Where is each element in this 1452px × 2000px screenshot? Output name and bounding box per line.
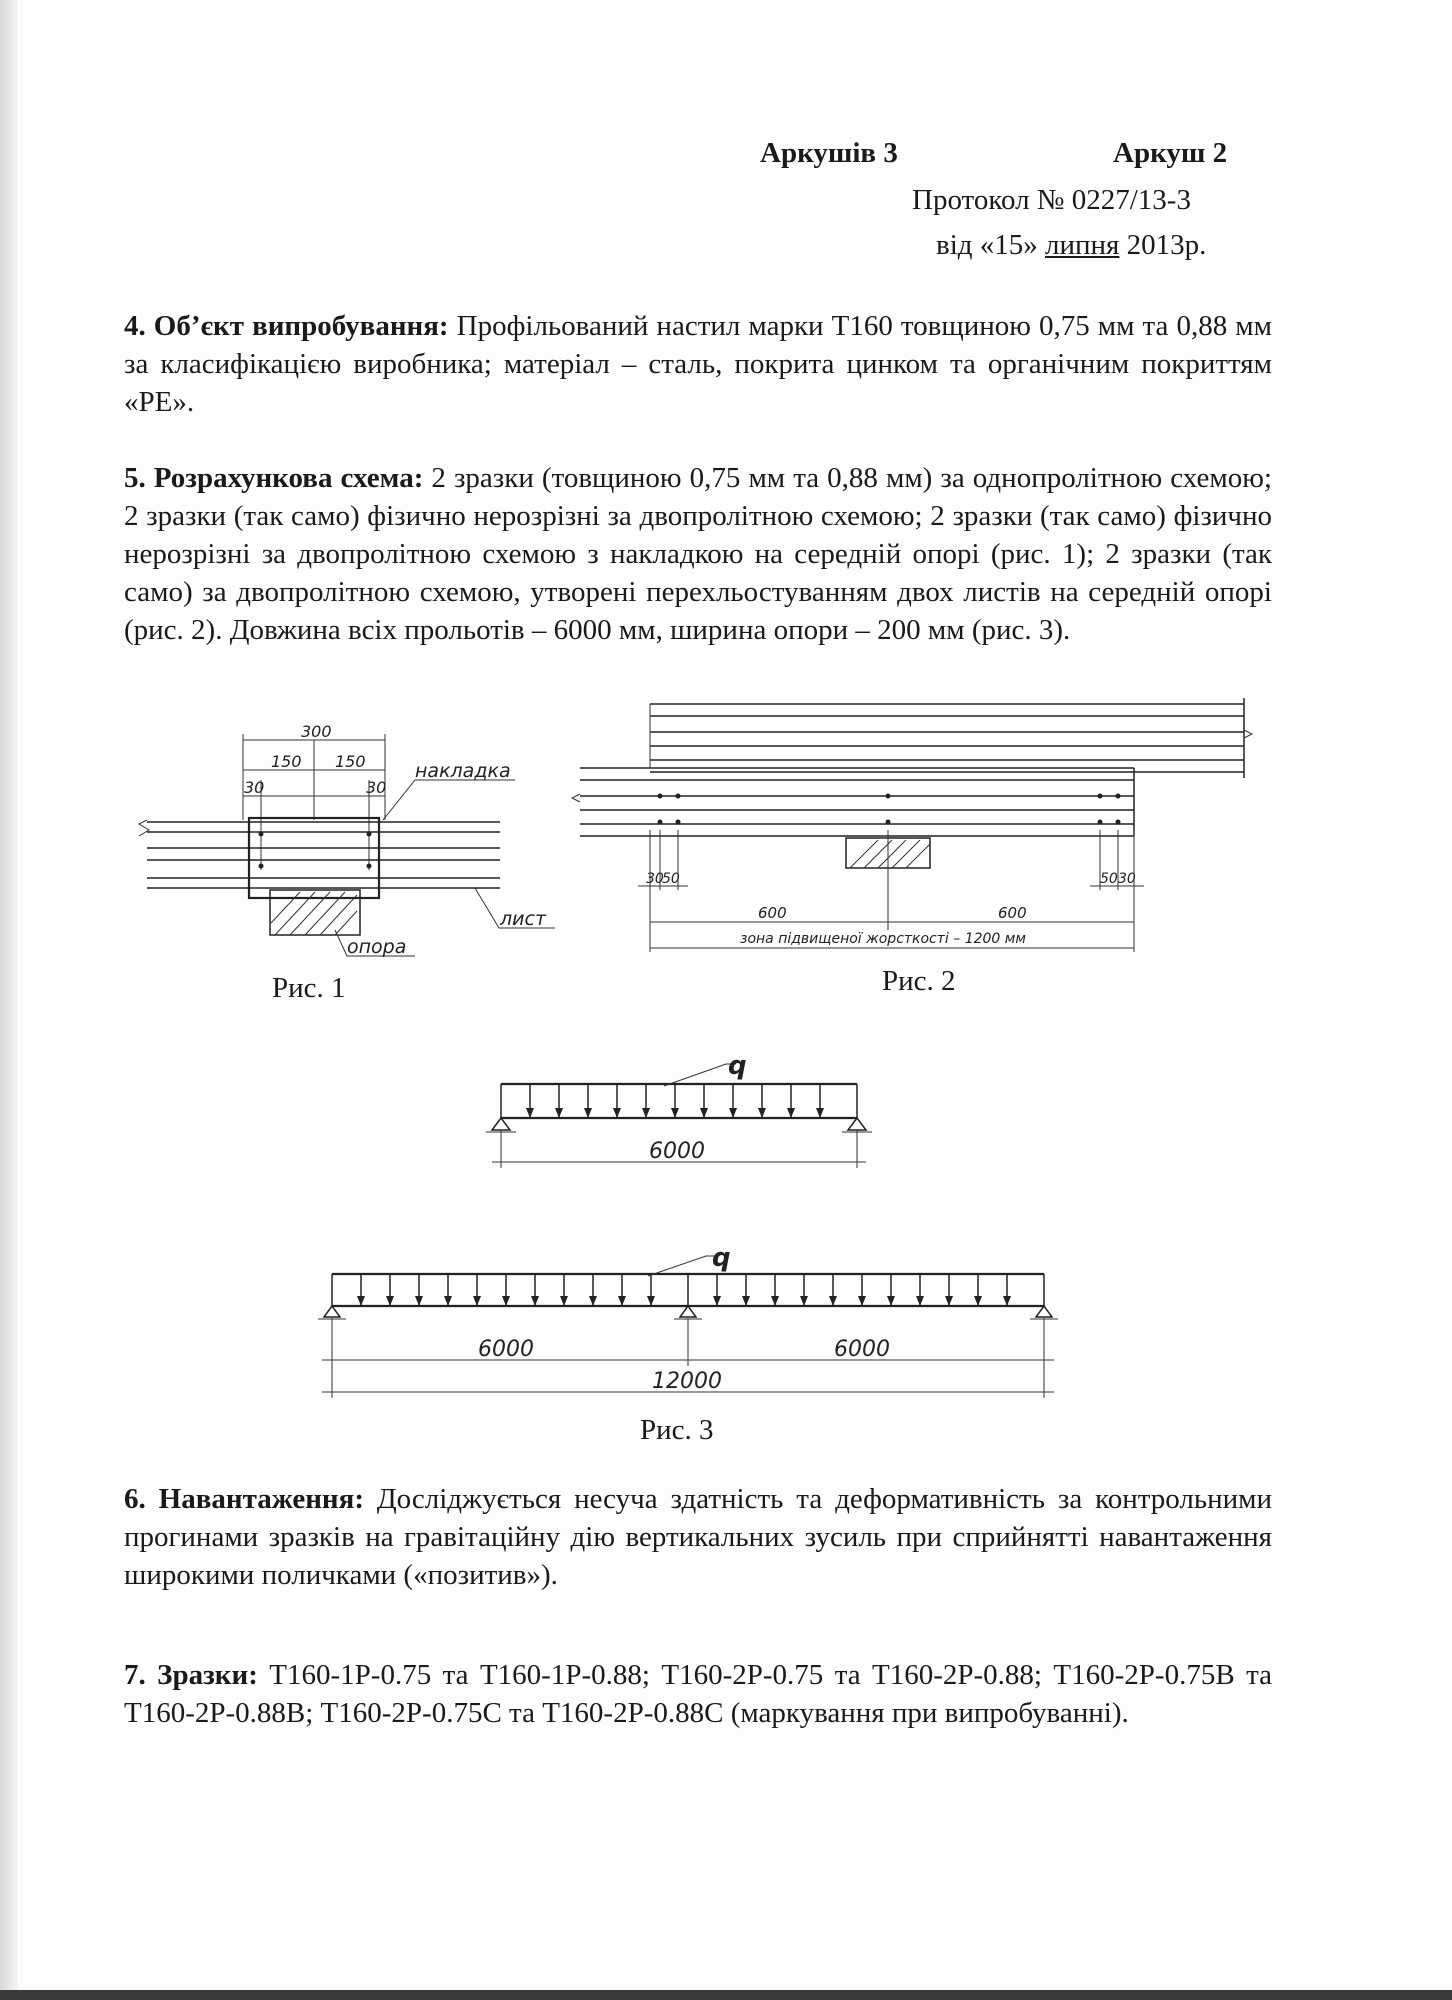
figure-1-drawing	[125, 720, 565, 980]
fig1-dim-half-right: 150	[335, 752, 366, 771]
fig1-dim-edge-right: 30	[366, 778, 387, 797]
fig3-span-single: 6000	[649, 1139, 705, 1164]
fig2-zone-label: зона підвищеної жорсткості – 1200 мм	[740, 931, 1026, 947]
section-5-text: 2 зразки (товщиною 0,75 мм та 0,88 мм) за однопролітною схемою; 2 зразки (так само) фізично нерозрізні за двопролітною схемою; 2 зразки (так само) фізично нерозрізні за двопролітною схемою з накладкою на середній опорі (рис. 1); 2 зразки (так само) за двопролітною схемою, утворені перехльостуванням двох листів на середній опорі (рис. 2). Довжина всіх прольотів – 6000 мм, ширина опори – 200 мм (рис. 3).	[124, 462, 1272, 646]
fig1-dim-total: 300	[301, 722, 332, 741]
fig2-dim-right-600: 600	[998, 904, 1027, 922]
fig2-dim-right-a: 50	[1100, 871, 1118, 887]
figure-3-two-span-drawing	[318, 1243, 1078, 1400]
figure-2-drawing	[568, 690, 1268, 960]
section-6-heading: 6. Навантаження:	[124, 1483, 364, 1515]
date-prefix: від «15»	[936, 229, 1038, 261]
protocol-number: Протокол № 0227/13-3	[912, 184, 1191, 216]
figure-1-caption: Рис. 1	[272, 972, 346, 1004]
fig1-label-sheet: лист	[500, 908, 547, 930]
fig3-span-total: 12000	[652, 1369, 722, 1394]
section-7	[124, 1656, 1272, 1732]
section-7-heading: 7. Зразки:	[124, 1659, 258, 1691]
sheet-number: Аркуш 2	[1113, 137, 1228, 169]
section-7-text: Т160-1Р-0.75 та Т160-1Р-0.88; Т160-2Р-0.75 та Т160-2Р-0.88; Т160-2Р-0.75В та Т160-2Р-0.88В; Т160-2Р-0.75С та Т160-2Р-0.88С (маркування при випробуванні).	[124, 1659, 1272, 1729]
section-4	[124, 307, 1272, 421]
fig1-label-support: опора	[347, 936, 407, 958]
section-5	[124, 459, 1272, 649]
protocol-date	[936, 229, 1206, 262]
scan-page-edge	[0, 0, 18, 2000]
section-4-heading: 4. Об’єкт випробування:	[124, 310, 449, 342]
fig3-load-label-top: q	[728, 1051, 747, 1081]
figure-2-caption: Рис. 2	[882, 965, 956, 997]
section-4-text: Профільований настил марки Т160 товщиною 0,75 мм та 0,88 мм за класифікацією виробника; матеріал – сталь, покрита цинком та органічним покриттям «РЕ».	[124, 310, 1272, 418]
fig3-span-left: 6000	[478, 1337, 534, 1362]
date-month: липня	[1045, 229, 1120, 261]
fig2-dim-left-a: 30	[646, 871, 664, 887]
section-6-text: Досліджується несуча здатність та деформативність за контрольними прогинами зразків на гравітаційну дію вертикальних зусиль при сприйнятті навантаження широкими поличками («позитив»).	[124, 1483, 1273, 1591]
fig2-dim-left-b: 50	[662, 871, 680, 887]
scan-bottom-edge	[0, 1990, 1452, 2000]
fig1-dim-half-left: 150	[271, 752, 302, 771]
section-6	[124, 1480, 1272, 1594]
fig1-label-plate: накладка	[415, 760, 511, 782]
date-year: 2013р.	[1126, 229, 1207, 261]
sheets-total: Аркушів 3	[760, 137, 898, 169]
figure-3-caption: Рис. 3	[640, 1414, 714, 1446]
figure-3-single-span-drawing	[484, 1050, 884, 1170]
fig2-dim-right-b: 30	[1118, 871, 1136, 887]
fig1-dim-edge-left: 30	[244, 778, 265, 797]
fig3-span-right: 6000	[834, 1337, 890, 1362]
fig3-load-label-bottom: q	[712, 1243, 731, 1273]
fig2-dim-left-600: 600	[758, 904, 787, 922]
section-5-heading: 5. Розрахункова схема:	[124, 462, 424, 494]
